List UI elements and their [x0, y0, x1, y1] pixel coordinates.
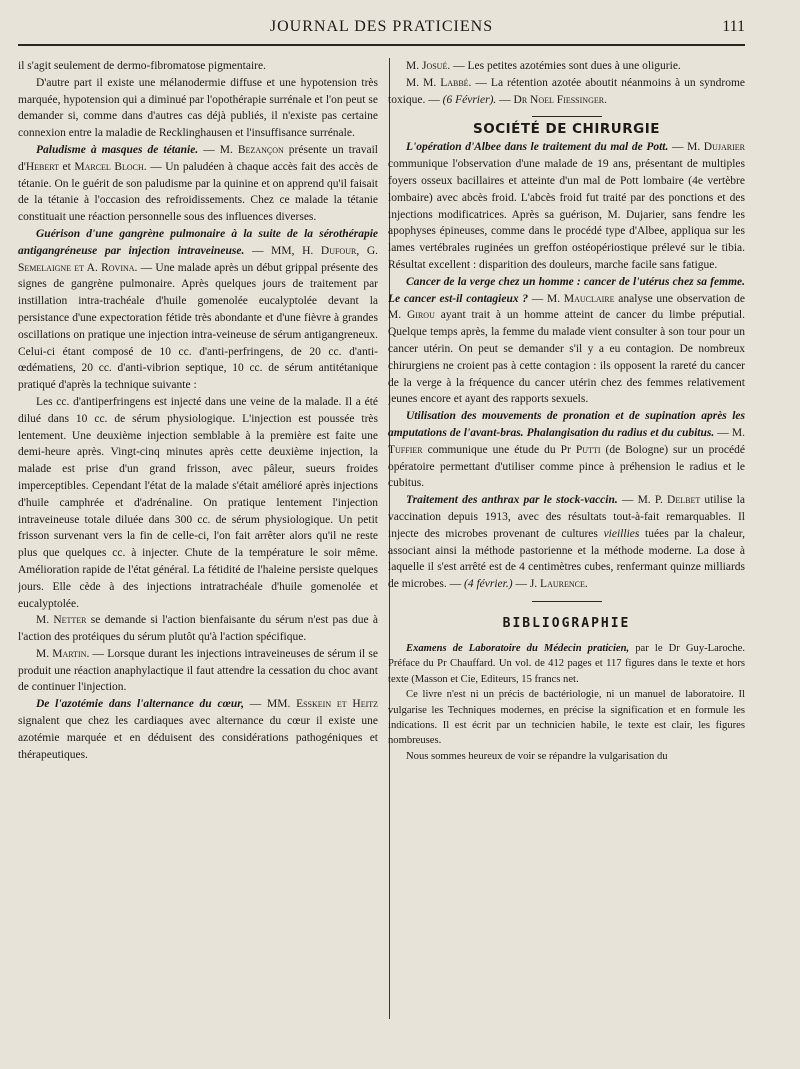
left-column — [18, 58, 378, 1029]
book-title: Examens de Laboratoire du Médecin praticien, — [406, 642, 630, 654]
section-title: Utilisation des mouvements de pronation et de supination après les amputations de l'avant-bras. Phalangisation du radius et du cubitus. — [388, 410, 745, 439]
bibliographie-heading: BIBLIOGRAPHIE — [502, 615, 631, 631]
author-name: Esskein et Heitz — [296, 698, 378, 711]
paragraph: M. Netter se demande si l'action bienfaisante du sérum n'est pas due à l'action des protéiques du sérum plutôt qu'à l'action spécifique. — [18, 614, 378, 644]
section-title: Traitement des anthrax par le stock-vaccin. — [406, 494, 618, 507]
paludisme-section: Paludisme à masques de tétanie. — M. Bezançon présente un travail d'Hebert et Marcel Bloch. — Un paludéen à chaque accès fait des accès de tétanie. On le guérit de son paludisme par la quinine et on apprend qu'il faisait de la tétanie à l'occasion des refroidissements. Chez ce malade la tétanie constituait une réaction personnelle sous des influences diverses. — [18, 143, 378, 224]
bibliographie-section — [388, 641, 745, 764]
paragraph: M. M. Labbé. — La rétention azotée aboutit néanmoins à un syndrome toxique. — (6 Février). — Dr Noel Fiessinger. — [388, 76, 745, 106]
author-name: M. Martin. — [36, 647, 90, 660]
author-name: Mauclaire — [563, 292, 615, 305]
cancer-section: Cancer de la verge chez un homme : cancer de l'utérus chez sa femme. Le cancer est-il contagieux ? — M. Mauclaire analyse une observation de M. Girou ayant trait à un homme atteint de cancer du limbe préputial. Quelque temps après, la femme du malade vient consulter à son tour pour un cancer utérin. On peut se demander s'il y a eu contagion. De nombreux chirurgiens ne croient pas à cette contagion : ils opposent la rareté du cancer de la verge à la fréquence du cancer utérin chez des femmes relativement jeunes encore et ayant des rapports sexuels. — [388, 275, 745, 406]
paragraph: Les cc. d'antiperfringens est injecté dans une veine de la malade. Il a été dilué dans 10 cc. de sérum physiologique. L'injection est poussée très lentement. Une deuxième injection semblable à la première est faite une demi-heure après. Vingt-cinq minutes après cette deuxième injection, la malade est prise d'un grand frisson, avec pâleur, sueurs froides imperceptibles. Cependant l'état de la malade s'était amélioré après injections d'huile camphrée et d'adrénaline. On pratique lentement l'injection intraveineuse totale diluée dans 300 cc. de sérum physiologique. Un petit frisson survenant vers la fin de celle-ci, l'on fait arrêter alors qu'il ne reste plus que quelques cc. à injecter. Chute de la température le soir même. Amélioration rapide de l'état général. La fétidité de l'haleine persiste quelques jours. Elle cède à des injections intratrachéale d'huile gomenolée et eucalyptolée. — [18, 395, 378, 610]
section-title: Guérison d'une gangrène pulmonaire à la suite de la sérothérapie antigangréneuse par injection intraveineuse. — [18, 227, 378, 257]
section-title: De l'azotémie dans l'alternance du cœur, — [36, 698, 244, 711]
anthrax-section: Traitement des anthrax par le stock-vaccin. — M. P. Delbet utilise la vaccination depuis 1913, avec des résultats tout-à-fait remarquables. Il injecte des microbes provenant de cultures vieillies tuées par la chaleur, associant ainsi la méthode pastorienne et la méthode moderne. La dose à laquelle il s'est arrêté est de 4 centimètres cubes, renfermant quinze milliards de microbes. — (4 février.) — J. Laurence. — [388, 494, 745, 591]
section-title: Paludisme à masques de tétanie. — [36, 143, 199, 156]
gangrene-section: Guérison d'une gangrène pulmonaire à la suite de la sérothérapie antigangréneuse par injection intraveineuse. — MM, H. Dufour, G. Semelaigne et A. Rovina. — Une malade après un début grippal présente des signes de gangrène pulmonaire. Après quelques jours de traitement par instillation intra-trachéale d'huile gomenolée eucalyptolée devant la persistance d'une expectoration fétide très abondante et d'une fièvre à grandes oscillations on pratique une injection intra-veineuse de sérum antigangreneux. Celui-ci étant composé de 10 cc. d'anti-perfringens, de 20 cc. d'anti-œdématiens, 20 cc. d'anti-vibrion septique, 10 cc. de sérum antitétanique pratiqué d'après la technique suivante : — [18, 227, 378, 392]
societe-heading: SOCIÉTÉ DE CHIRURGIE — [473, 121, 660, 138]
paragraph: D'autre part il existe une mélanodermie diffuse et une hypotension très marquée, hypotension qui a diminué par l'opothérapie surrénale et l'on peut se demander si, comme dans d'autres cas déjà publiés, il n'existe pas certaine connexion entre la maladie de Recklinghausen et l'insuffisance surrénale. — [18, 76, 378, 140]
signature: — Dr Noel Fiessinger. — [496, 93, 607, 106]
author-name: Bezançon — [237, 143, 284, 156]
right-column — [388, 58, 745, 1029]
author-name: Dujarier — [703, 141, 745, 154]
paragraph: M. Martin. — Lorsque durant les injections intraveineuses de sérum il se produit une réaction anaphylactique il faut attendre la cessation du choc avant de continuer l'injection. — [18, 647, 378, 694]
page-header — [18, 14, 745, 40]
albee-section: L'opération d'Albee dans le traitement du mal de Pott. — M. Dujarier communique l'observation d'une malade de 19 ans, présentant de multiples foyers osseux bacillaires et atteinte d'un mal de Pott lombaire (4e vertèbre lombaire) avec abcès froid. L'abcès froid fut traité par des ponctions et des injections modificatrices. Après sa guérison, M. Dujarier, sans fendre les apophyses épineuses, comme dans le procédé type d'Albee, appliqua sur les lames vertébrales ruginées un greffon ostéopériostique prélevé sur le tibia. Résultat excellent : disparition des douleurs, marche facile sans fatigue. — [388, 141, 745, 271]
author-name: Delbet — [667, 494, 701, 507]
paragraph: il s'agit seulement de dermo-fibromatose pigmentaire. — [18, 60, 266, 72]
header-rule — [18, 44, 745, 46]
section-title: L'opération d'Albee dans le traitement du mal de Pott. — [406, 141, 669, 154]
paragraph: M. Josué. — Les petites azotémies sont dues à une oligurie. — [406, 60, 681, 72]
paragraph: Examens de Laboratoire du Médecin praticien, par le Dr Guy-Laroche. Préface du Pr Chauffard. Un vol. de 412 pages et 117 figures dans le texte et hors texte (Masson et Cie, Editeurs, 15 francs net. — [388, 642, 745, 685]
section-title: Cancer de la verge chez un homme : cancer de l'utérus chez sa femme. Le cancer est-il contagieux ? — [388, 275, 745, 305]
date: (6 Février). — [442, 93, 497, 106]
page-number: 111 — [722, 18, 745, 35]
author-name: M. M. Labbé. — [406, 76, 472, 89]
author-name: M. Netter — [36, 614, 87, 627]
utilisation-section: Utilisation des mouvements de pronation et de supination après les amputations de l'avant-bras. Phalangisation du radius et du cubitus. — M. Tuffier communique une étude du Pr Putti (de Bologne) sur un procédé opératoire permettant d'utiliser comme pince à préhension le radius et le cubitus. — [388, 410, 745, 490]
section-rule — [532, 601, 602, 602]
paragraph: Nous sommes heureux de voir se répandre la vulgarisation du — [406, 750, 668, 762]
signature: — J. Laurence. — [512, 578, 588, 591]
paragraph: Ce livre n'est ni un précis de bactériologie, ni un manuel de laboratoire. Il vulgarise les Techniques modernes, en précise la signification et en formule les indications. Il est écrit par un technicien habile, le texte est clair, les figures nombreuses. — [388, 689, 745, 747]
section-rule — [532, 116, 602, 117]
azotemie-section: De l'azotémie dans l'alternance du cœur, — MM. Esskein et Heitz signalent que chez les cardiaques avec alternance du cœur il existe une azotémie marquée et en déduisent des considérations pathogéniques et thérapeutiques. — [18, 698, 378, 761]
journal-title: JOURNAL DES PRATICIENS — [269, 18, 494, 35]
date: (4 février.) — [464, 578, 513, 591]
author-name: H. Dufour, G. Semelaigne et A. Rovina. — [18, 244, 378, 274]
author-name: Tuffier — [388, 443, 423, 456]
author-name: M. Josué. — [406, 60, 451, 72]
